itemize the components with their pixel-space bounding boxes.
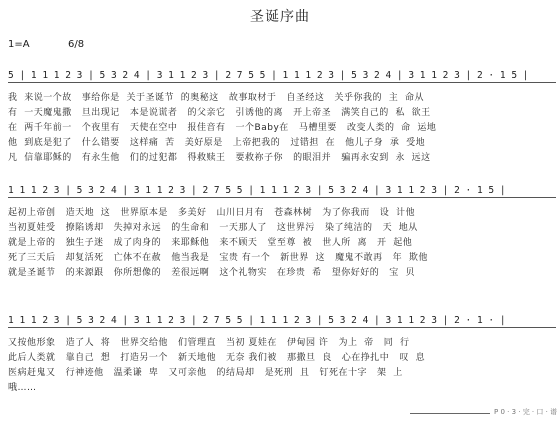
lyric-line: 又按他形象 造了人 将 世界交给他 们管理直 当初 夏娃在 伊甸园 许 为上 帝 同 行 (8, 338, 410, 348)
lyric-line: 起初上帝创 造天地 这 世界原本是 多美好 山川日月有 苍森林树 为了你我而 设 计他 (8, 208, 416, 218)
key-signature: 1=A (8, 39, 30, 50)
lyric-line: 此后人类就 靠自己 想 打造另一个 新天地他 无奈 我们被 那撒旦 良 心在挣扎中 叹 息 (8, 353, 426, 363)
notation-line: 1 1 1 2 3 | 5 3 2 4 | 3 1 1 2 3 | 2 7 5 5 | 1 1 1 2 3 | 5 3 2 4 | 3 1 1 2 3 | 2 · 1 · | (8, 315, 506, 326)
beam-line (8, 197, 556, 198)
lyric-line: 当初夏娃受 撩陷诱却 失掉对永远 的生命和 一天那人了 这世界污 染了纯洁的 天 地从 (8, 223, 418, 233)
lyric-line: 在 两千年前一 个夜里有 天使在空中 报佳音有 一个Baby在 马槽里要 改变人类的 命 运地 (8, 123, 437, 133)
lyric-line: 就是上帝的 独生子迷 成了肉身的 来耶稣他 来不顾天 堂至尊 被 世人所 离 开 起他 (8, 238, 413, 248)
notation-line: 1 1 1 2 3 | 5 3 2 4 | 3 1 1 2 3 | 2 7 5 5 | 1 1 1 2 3 | 5 3 2 4 | 3 1 1 2 3 | 2 · 1 5 | (8, 185, 506, 196)
staff-3 (0, 315, 560, 427)
lyric-line: 就是圣诞节 的来源跟 你所想像的 差很远啊 这个礼物实 在珍贵 希 望你好好的 宝 贝 (8, 268, 416, 278)
staff-1 (0, 70, 560, 182)
song-title: 圣诞序曲 (250, 9, 310, 25)
beam-line (8, 327, 556, 328)
notation-line: 5 | 1 1 1 2 3 | 5 3 2 4 | 3 1 1 2 3 | 2 7 5 5 | 1 1 1 2 3 | 5 3 2 4 | 3 1 1 2 3 | 2 · 1 5 | (8, 70, 529, 81)
lyric-line: 他 到底是犯了 什么错要 这样痛 苦 美好原是 上帝把我的 过错担 在 他儿子身 承 受地 (8, 138, 426, 148)
lyric-line: 死了三天后 却复活死 亡体不在赦 他当我是 宝贵 有一个 新世界 这 魔鬼不敢再 年 欺他 (8, 253, 428, 263)
credit-text: P 0 · 3 · 完 · 口 · 谱 (494, 408, 558, 416)
credit-divider (410, 413, 490, 414)
lyric-line: 医病赶鬼又 行神迹他 温柔谦 卑 又可亲他 的结局却 是死刑 且 钉死在十字 架 上 (8, 368, 403, 378)
lyric-line: 凡 信靠耶稣的 有永生他 们的过犯都 得救赎王 要救祢子你 的眼泪并 骗再永安到 永 远这 (8, 153, 431, 163)
lyric-line: 哦…… (8, 383, 37, 393)
beam-line (8, 82, 556, 83)
staff-2 (0, 185, 560, 297)
lyric-line: 有 一天魔鬼撒 旦出现记 本是说谎者 的父亲它 引诱他的离 开上帝圣 满笑自己的 私 欲王 (8, 108, 431, 118)
time-signature: 6/8 (68, 39, 85, 50)
lyric-line: 我 来说一个故 事给你是 关于圣诞节 的奥秘这 故事取材于 自圣经这 关乎你我的 主 命从 (8, 93, 424, 103)
